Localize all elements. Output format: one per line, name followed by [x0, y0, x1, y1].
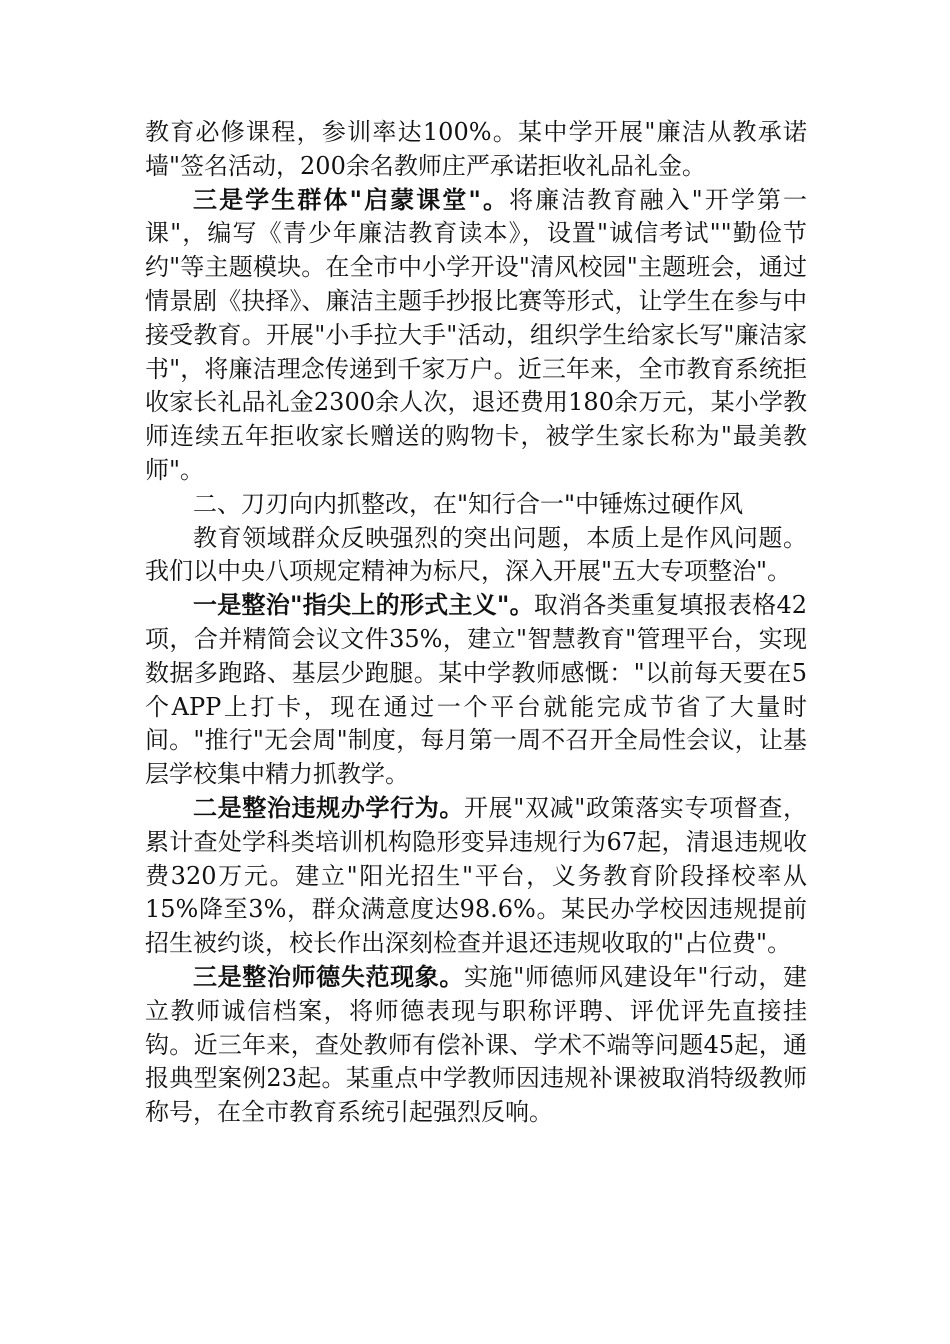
paragraph-text: 教育必修课程，参训率达100%。某中学开展"廉洁从教承诺墙"签名活动，200余名教师庄严承诺拒收礼品礼金。	[145, 118, 807, 180]
paragraph-text: 开展"双减"政策落实专项督查，累计查处学科类培训机构隐形变异违规行为67起，清退违规收费320万元。建立"阳光招生"平台，义务教育阶段择校率从15%降至3%，群众满意度达98.6%。某民办学校因违规提前招生被约谈，校长作出深刻检查并退还违规收取的"占位费"。	[145, 793, 808, 958]
paragraph-lead: 三是学生群体"启蒙课堂"。	[193, 185, 510, 214]
paragraph-continued	[145, 116, 807, 184]
paragraph-text: 取消各类重复填报表格42项，合并精简会议文件35%，建立"智慧教育"管理平台，实现数据多跑路、基层少跑腿。某中学教师感慨："以前每天要在5个APP上打卡，现在通过一个平台就能完成节省了大量时间。"推行"无会周"制度，每月第一周不召开全局性会议，让基层学校集中精力抓教学。	[145, 591, 807, 789]
paragraph-teacher-ethics-rectification	[145, 961, 807, 1130]
paragraph-formalism-rectification	[145, 589, 807, 792]
paragraph-school-running-rectification	[145, 792, 807, 961]
paragraph-student-enlightenment	[145, 184, 807, 488]
document-body	[145, 116, 807, 1130]
paragraph-text: 将廉洁教育融入"开学第一课"，编写《青少年廉洁教育读本》，设置"诚信考试""勤俭节约"等主题模块。在全市中小学开设"清风校园"主题班会，通过情景剧《抉择》、廉洁主题手抄报比赛等形式，让学生在参与中接受教育。开展"小手拉大手"活动，组织学生给家长写"廉洁家书"，将廉洁理念传递到千家万户。近三年来，全市教育系统拒收家长礼品礼金2300余人次，退还费用180余万元，某小学教师连续五年拒收家长赠送的购物卡，被学生家长称为"最美教师"。	[145, 185, 807, 484]
paragraph-section-intro	[145, 522, 807, 590]
paragraph-lead: 一是整治"指尖上的形式主义"。	[193, 591, 534, 620]
paragraph-text: 实施"师德师风建设年"行动，建立教师诚信档案，将师德表现与职称评聘、评优评先直接挂钩。近三年来，查处教师有偿补课、学术不端等问题45起，通报典型案例23起。某重点中学教师因违规补课被取消特级教师称号，在全市教育系统引起强烈反响。	[145, 962, 808, 1127]
paragraph-lead: 二是整治违规办学行为。	[193, 793, 465, 822]
section-heading: 二、刀刃向内抓整改，在"知行合一"中锤炼过硬作风	[193, 489, 744, 518]
paragraph-lead: 三是整治师德失范现象。	[193, 962, 465, 991]
paragraph-text: 教育领域群众反映强烈的突出问题，本质上是作风问题。我们以中央八项规定精神为标尺，深入开展"五大专项整治"。	[145, 523, 807, 586]
